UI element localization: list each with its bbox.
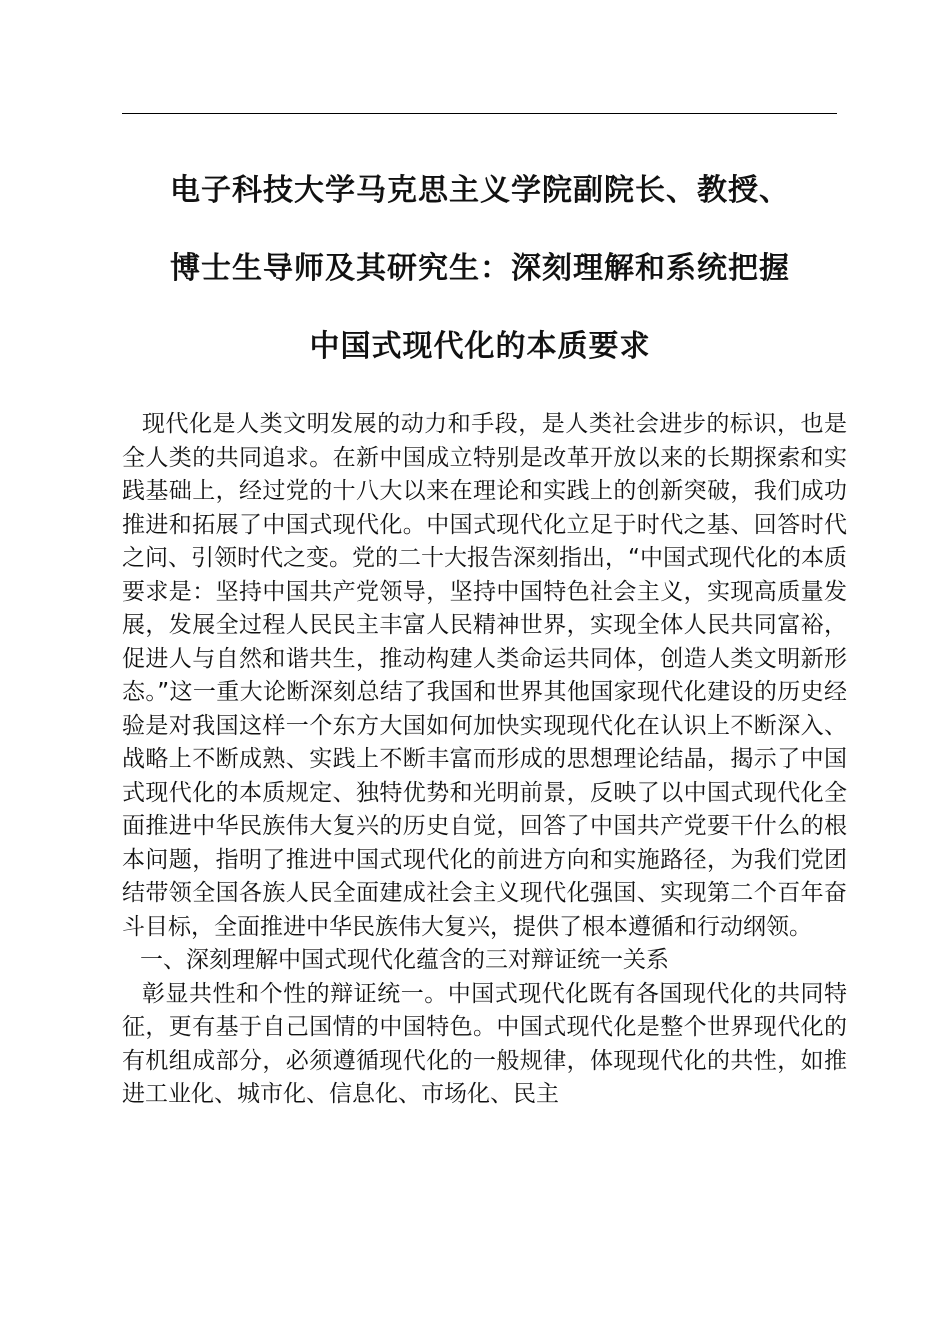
document-body — [122, 408, 847, 1112]
header-rule — [122, 113, 837, 114]
title-line-3: 中国式现代化的本质要求 — [309, 329, 651, 364]
section-paragraph: 彰显共性和个性的辩证统一。中国式现代化既有各国现代化的共同特征，更有基于自己国情的中国特色。中国式现代化是整个世界现代化的有机组成部分，必须遵循现代化的一般规律，体现现代化的共性，如推进工业化、城市化、信息化、市场化、民主 — [122, 980, 847, 1107]
section-heading: 一、深刻理解中国式现代化蕴含的三对辩证统一关系 — [140, 947, 669, 973]
title-line-1: 电子科技大学马克思主义学院副院长、教授、 — [170, 173, 790, 208]
document-title — [90, 172, 870, 406]
title-line-2: 博士生导师及其研究生：深刻理解和系统把握 — [170, 251, 790, 286]
intro-paragraph: 现代化是人类文明发展的动力和手段，是人类社会进步的标识，也是全人类的共同追求。在新中国成立特别是改革开放以来的长期探索和实践基础上，经过党的十八大以来在理论和实践上的创新突破，我们成功推进和拓展了中国式现代化。中国式现代化立足于时代之基、回答时代之问、引领时代之变。党的二十大报告深刻指出，“中国式现代化的本质要求是：坚持中国共产党领导，坚持中国特色社会主义，实现高质量发展，发展全过程人民民主丰富人民精神世界，实现全体人民共同富裕，促进人与自然和谐共生，推动构建人类命运共同体，创造人类文明新形态。”这一重大论断深刻总结了我国和世界其他国家现代化建设的历史经验是对我国这样一个东方大国如何加快实现现代化在认识上不断深入、战略上不断成熟、实践上不断丰富而形成的思想理论结晶，揭示了中国式现代化的本质规定、独特优势和光明前景，反映了以中国式现代化全面推进中华民族伟大复兴的历史自觉，回答了中国共产党要干什么的根本问题，指明了推进中国式现代化的前进方向和实施路径，为我们党团结带领全国各族人民全面建成社会主义现代化强国、实现第二个百年奋斗目标，全面推进中华民族伟大复兴，提供了根本遵循和行动纲领。 — [122, 411, 847, 940]
